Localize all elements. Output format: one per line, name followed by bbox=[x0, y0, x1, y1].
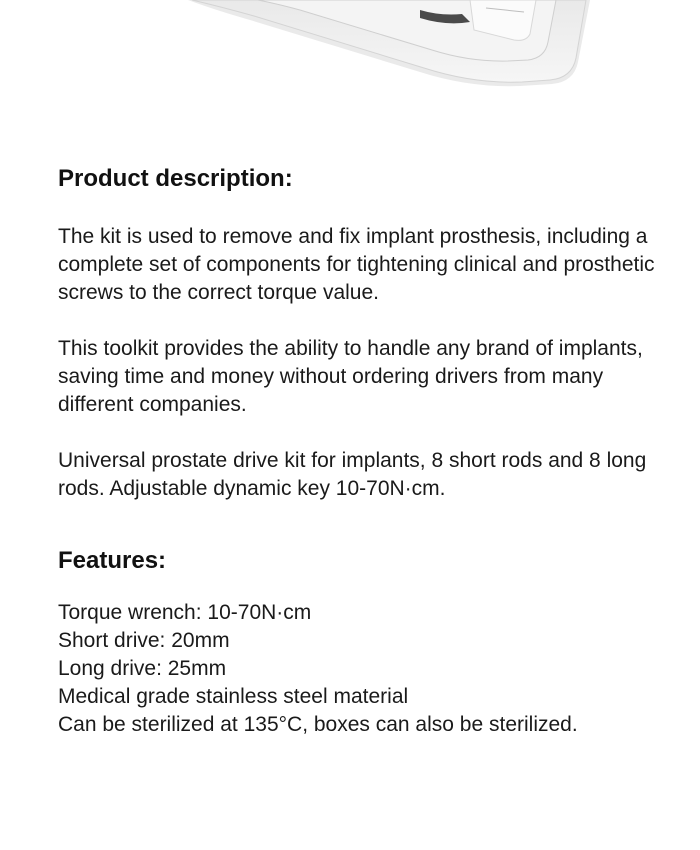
feature-item: Medical grade stainless steel material bbox=[58, 685, 409, 708]
feature-item: Torque wrench: 10-70N·cm bbox=[58, 601, 312, 624]
feature-item: Long drive: 25mm bbox=[58, 657, 227, 680]
features-heading: Features: bbox=[58, 547, 167, 574]
product-description-heading: Product description: bbox=[58, 165, 293, 192]
description-paragraph-3: Universal prostate drive kit for implants, 8 short rods and 8 long rods. Adjustable dynamic key 10-70N·cm. bbox=[58, 449, 647, 500]
description-paragraph-1: The kit is used to remove and fix implant prosthesis, including a complete set of components for tightening clinical and prosthetic screws to the correct torque value. bbox=[58, 225, 655, 304]
product-box-image bbox=[0, 0, 700, 100]
feature-item: Short drive: 20mm bbox=[58, 629, 230, 652]
feature-item: Can be sterilized at 135°C, boxes can also be sterilized. bbox=[58, 713, 578, 736]
product-content bbox=[58, 163, 678, 739]
features-list bbox=[58, 599, 678, 739]
description-paragraph-2: This toolkit provides the ability to handle any brand of implants, saving time and money without ordering drivers from many different companies. bbox=[58, 337, 643, 416]
